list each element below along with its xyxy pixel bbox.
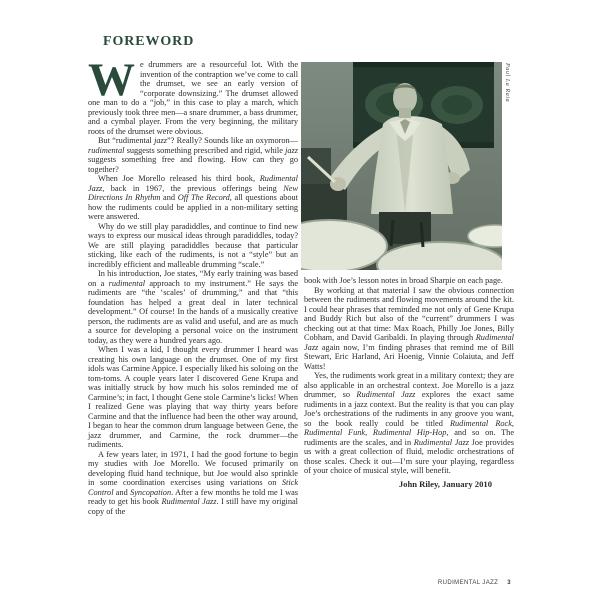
drummer-photo-art (301, 62, 502, 270)
paragraph: In his introduction, Joe states, “My early training was based on a rudimental approach to my instrument.” He says the rudiments are “the ‘scales’ of drumming,” and that “this foundation has helped a great deal in later technical development.” Of course! In the hands of a musically creative person, the rudiments are as valid and useful, and are as much a source for developing a personal voice on the instrument today, as they were a hundred years ago. (88, 269, 298, 345)
right-column (304, 276, 514, 489)
paragraph (88, 54, 298, 136)
drummer-photo (301, 62, 502, 270)
page-footer (438, 580, 511, 586)
paragraph-text: e drummers are a resourceful lot. With the invention of the contraption we’ve come to call the drumset, we see an early version of “corporate downsizing.” The drumset allowed one man to do a “job,” in this case to play a march, which previously took three men—a snare drummer, a bass drummer, and a cymbal player. From the very beginning, the military roots of the drumset were obvious. (88, 60, 298, 136)
paragraph: A few years later, in 1971, I had the good fortune to begin my studies with Joe Morello. We focused primarily on developing fluid hand technique, but Joe would also sprinkle in some coordination exercises using variations on Stick Control and Syncopation. After a few months he told me I was ready to get his book Rudimental Jazz. I still have my original copy of the (88, 449, 298, 516)
signature: John Riley, January 2010 (398, 478, 492, 489)
footer-book-title: RUDIMENTAL JAZZ (437, 580, 499, 586)
paragraph: When I was a kid, I thought every drummer I heard was creating his own language on the drumset. One of my first idols was Carmine Appice. I especially liked his soloing on the tom-toms. A couple years later I discovered Gene Krupa and was initially struck by how much his solos reminded me of Carmine’s; in fact, I thought Gene stole Carmine’s licks! When I realized Gene was playing that way thirty years before Carmine and that the influence had been the other way around, I began to hear the common drum language between Gene, the jazz drummer, and Carmine, the rock drummer—the rudiments. (88, 345, 298, 449)
page-number: 3 (507, 580, 511, 586)
paragraph: book with Joe’s lesson notes in broad Sharpie on each page. (304, 276, 503, 285)
paragraph: By working at that material I saw the obvious connection between the rudiments and flowing movements around the kit. I could hear phrases that reminded me not only of Gene Krupa and Buddy Rich but also of the “current” drummers I was checking out at that time: Max Roach, Philly Joe Jones, Billy Cobham, and David Garibaldi. In playing through Rudimental Jazz again now, I’m finding phrases that remind me of Bill Stewart, Eric Harland, Ari Hoenig, Vinnie Colaiuta, and Jeff Watts! (304, 285, 514, 371)
drop-cap: W (88, 54, 135, 106)
photo-credit: Paul La Raia (504, 63, 510, 103)
paragraph: Why do we still play paradiddles, and continue to find new ways to express our musical ideas through paradiddles, today? We are still playing paradiddles because that particular sticking, like each of the rudiments, is not a “style” but an incredibly efficient and malleable drumming “scale.” (88, 221, 298, 269)
left-column (88, 54, 298, 516)
paragraph: But “rudimental jazz”? Really? Sounds like an oxymoron—rudimental suggests something prescribed and rigid, while jazz suggests something free and flowing. How can they go together? (88, 136, 298, 174)
paragraph: When Joe Morello released his third book, Rudimental Jazz, back in 1967, the previous offerings being New Directions In Rhythm and Off The Record, all questions about how the rudiments could be applied in a non-military setting were answered. (88, 174, 298, 221)
paragraph: Yes, the rudiments work great in a military context; they are also applicable in an orchestral context. Joe Morello is a jazz drummer, so Rudimental Jazz explores the exact same rudiments in a jazz context. But the reality is that you can play Joe’s orchestrations of the rudiments in any groove you want, so the book really could be titled Rudimental Rock, Rudimental Funk, Rudimental Hip-Hop, and so on. The rudiments are the scales, and in Rudimental Jazz Joe provides us with a great collection of fluid, melodic orchestrations of those scales. Check it out—I’m sure your playing, regardless of your choice of musical style, will benefit. (304, 371, 515, 475)
page-title: FOREWORD (103, 34, 195, 49)
